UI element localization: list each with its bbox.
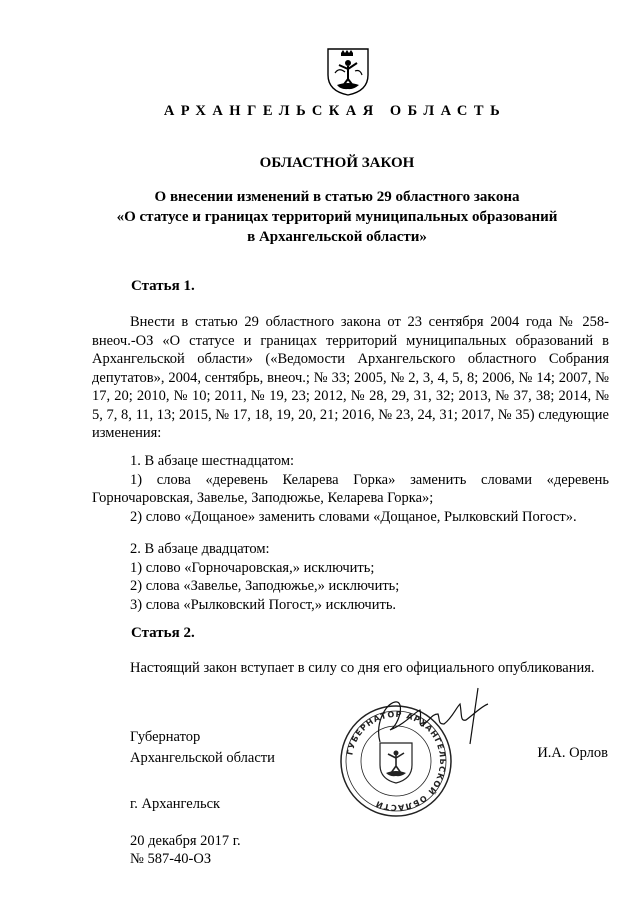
seal-text: ГУБЕРНАТОР АРХАНГЕЛЬСКОЙ ОБЛАСТИ [345, 709, 448, 813]
heading-line: О внесении изменений в статью 29 областного закона [154, 189, 520, 205]
signer-position-line-1: Губернатор [130, 729, 201, 745]
place-of-signing: г. Архангельск [130, 796, 221, 812]
item-1-sub-2: 2) слово «Дощаное» заменить словами «Дощаное, Рылковский Погост». [130, 508, 577, 525]
region-title: АРХАНГЕЛЬСКАЯ ОБЛАСТЬ [163, 103, 507, 119]
coat-of-arms-icon [325, 45, 371, 97]
signer-position [130, 727, 275, 769]
item-1-title: 1. В абзаце шестнадцатом: [130, 453, 295, 469]
document-type: ОБЛАСТНОЙ ЗАКОН [259, 155, 415, 171]
document-heading [0, 187, 640, 247]
document-date: 20 декабря 2017 г. [130, 833, 241, 849]
signer-name: И.А. Орлов [537, 745, 608, 761]
date-number-block [130, 832, 241, 868]
item-1-block [92, 452, 609, 526]
article-2-text: Настоящий закон вступает в силу со дня его официального опубликования. [130, 660, 595, 676]
document-number: № 587-40-ОЗ [130, 851, 212, 867]
item-2-sub-3: 3) слова «Рылковский Погост,» исключить. [130, 596, 397, 613]
item-2-sub-1: 1) слово «Горночаровская,» исключить; [130, 559, 375, 576]
article-2-title: Статья 2. [131, 625, 195, 641]
item-2-title: 2. В абзаце двадцатом: [130, 541, 270, 557]
signer-position-line-2: Архангельской области [130, 750, 275, 766]
heading-line: в Архангельской области» [247, 229, 427, 245]
item-2-block [92, 540, 609, 614]
article-1-intro: Внести в статью 29 областного закона от 23 сентября 2004 года № 258-внеоч.-ОЗ «О статусе и границах территорий муниципальных образований в Архангельской области» («Ведомости Архангельского областного Собрания депутатов», 2004, сентябрь, внеоч.; № 33; 2005, № 2, 3, 4, 5, 8; 2006, № 14; 2007, № 17, 20; 2010, № 10; 2011, № 19, 23; 2012, № 28, 29, 31, 32; 2013, № 37, 38; 2014, № 5, 7, 8, 11, 13; 2015, № 17, 18, 19, 20, 21; 2016, № 23, 24, 31; 2017, № 35) следующие изменения: [92, 314, 609, 441]
item-2-sub-2: 2) слова «Завелье, Заподюжье,» исключить; [130, 578, 400, 594]
handwritten-signature [360, 684, 510, 754]
article-1-title: Статья 1. [131, 278, 195, 294]
heading-line: «О статусе и границах территорий муниципальных образований [116, 209, 558, 225]
item-1-sub-1: 1) слова «деревень Келарева Горка» заменить словами «деревень Горночаровская, Завелье, Заподюжье, Келарева Горка»; [92, 471, 609, 506]
